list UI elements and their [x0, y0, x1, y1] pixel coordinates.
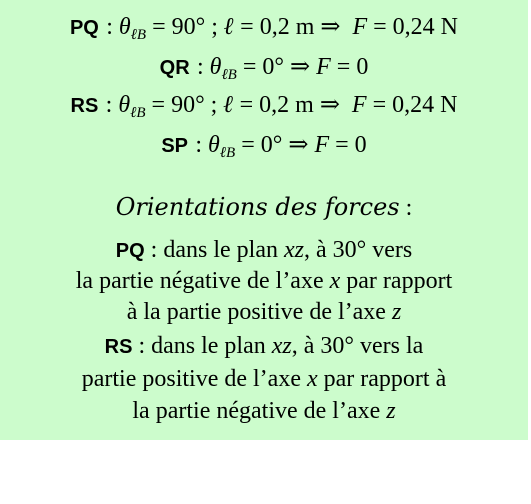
implies-arrow: ⇒	[288, 132, 309, 158]
orientation-rs-line-1	[0, 331, 528, 363]
result-line-sp: SP : $\theta_{\ell B} = 0^\circ$ ⇒ F = 0	[161, 132, 367, 161]
segment-label-pq: PQ	[69, 17, 99, 39]
orientation-rs-line-2	[0, 364, 528, 395]
length-symbol: ℓ	[223, 92, 234, 118]
heading-colon: :	[399, 195, 413, 221]
force-symbol: F	[351, 92, 367, 118]
segment-label-rs: RS	[70, 95, 99, 117]
implies-arrow: ⇒	[319, 92, 340, 118]
orientation-pq-line-3	[0, 297, 528, 328]
orientation-text: à la partie positive de l’axe	[126, 299, 392, 325]
theta-subscript: ℓB	[221, 67, 237, 83]
force-value: = 0	[330, 54, 369, 80]
theta-subscript: ℓB	[219, 145, 236, 161]
angle-value: = 90° ;	[146, 14, 218, 40]
angle-value: = 0°	[235, 132, 289, 158]
axis-variable: z	[386, 398, 396, 424]
axis-variable: z	[391, 299, 402, 325]
orientation-pq-line-2	[0, 266, 528, 297]
theta-subscript: ℓB	[130, 105, 146, 121]
theta-symbol: θ	[207, 132, 220, 158]
orientation-text: la partie négative de l’axe	[75, 268, 330, 294]
orientation-heading: Orientations des forces	[115, 193, 400, 221]
length-value: = 0,2 m	[233, 92, 320, 118]
orientation-text: , à 30° vers la	[291, 333, 424, 359]
result-line-qr: QR : $\theta_{\ell B} = 0^\circ$ ⇒ F = 0	[159, 54, 369, 83]
axis-variable: x	[329, 268, 341, 294]
length-symbol: ℓ	[223, 14, 235, 40]
result-line-pq: PQ : $\theta_{\ell B} = 90^\circ$ ; ℓ = 0,2 m ⇒ F = 0,24 N	[69, 14, 459, 43]
length-value: = 0,2 m	[234, 14, 321, 40]
theta-symbol: θ	[118, 92, 131, 118]
plane-variable: xz	[283, 237, 304, 263]
orientation-text: : dans le plan	[144, 237, 284, 263]
orientation-heading-line	[0, 192, 528, 223]
angle-value: = 90° ;	[145, 92, 218, 118]
segment-label-rs: RS	[104, 336, 133, 358]
segment-label-pq: PQ	[115, 240, 145, 262]
axis-variable: x	[306, 366, 318, 392]
orientation-rs-line-3	[0, 396, 528, 427]
theta-symbol: θ	[209, 54, 222, 80]
orientation-text: : dans le plan	[132, 333, 272, 359]
angle-value: = 0°	[236, 54, 290, 80]
orientation-pq-line-1	[0, 235, 528, 267]
theta-symbol: θ	[118, 14, 131, 40]
theta-subscript: ℓB	[130, 27, 147, 43]
plane-variable: xz	[271, 333, 292, 359]
implies-arrow: ⇒	[320, 14, 341, 40]
orientation-text: , à 30° vers	[303, 237, 413, 263]
force-symbol: F	[314, 132, 330, 158]
force-value: = 0	[329, 132, 367, 158]
segment-label-sp: SP	[161, 135, 188, 157]
orientation-text: par rapport à	[317, 366, 447, 392]
result-line-rs: RS : $\theta_{\ell B} = 90^\circ$ ; ℓ = 0,2 m ⇒ F = 0,24 N	[70, 92, 458, 121]
orientation-text: par rapport	[340, 268, 453, 294]
orientation-text: la partie négative de l’axe	[132, 398, 387, 424]
segment-label-qr: QR	[159, 57, 190, 79]
force-value: = 0,24 N	[366, 92, 458, 118]
force-symbol: F	[316, 54, 331, 80]
implies-arrow: ⇒	[290, 54, 311, 80]
force-value: = 0,24 N	[367, 14, 459, 40]
orientation-text: partie positive de l’axe	[81, 366, 307, 392]
force-symbol: F	[352, 14, 368, 40]
